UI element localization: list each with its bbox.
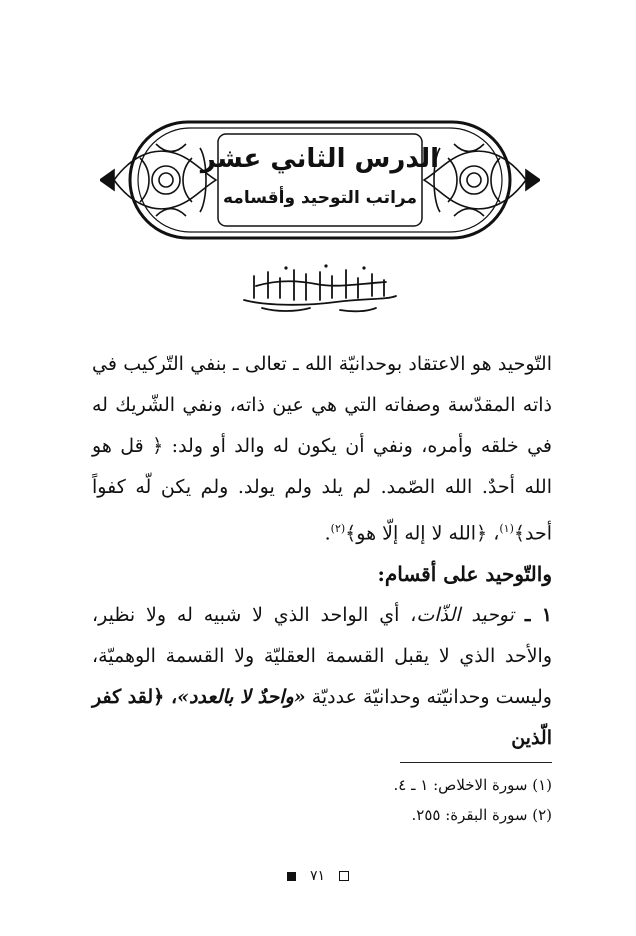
definition-paragraph [92, 344, 552, 554]
footnote-2: (٢) سورة البقرة: ٢٥٥. [411, 806, 552, 824]
empty-square-icon [339, 871, 349, 881]
footnote-divider [400, 762, 552, 763]
ornamental-frame [100, 118, 540, 242]
list-item-1 [92, 595, 552, 759]
section-heading: والتّوحيد على أقسام: [377, 562, 552, 587]
lesson-body [92, 344, 552, 759]
footnote-ref-2[interactable]: (٢) [330, 522, 346, 535]
lesson-subtitle: مراتب التوحيد وأقسامه [222, 188, 417, 208]
definition-text-cont: ، ﴿الله لا إله إلّا هو﴾ [345, 522, 500, 545]
lesson-title: الدرس الثاني عشر [200, 144, 440, 174]
footnote-ref-1[interactable]: (١) [499, 522, 514, 535]
definition-text: التّوحيد هو الاعتقاد بوحدانيّة الله ـ تعالى ـ بنفي التّركيب في ذاته المقدّسة وصفاته التي هي عين ذاته، ونفي الشّريك له في خلقه وأمره، ونفي أن يكون له والد أو ولد: ﴿ قل هو الله أحدٌ. الله الصّمد. لم يلد ولم يولد. ولم يكن لّه كفواً أحد﴾ [92, 353, 552, 545]
page-number: ٧١ [309, 868, 326, 884]
title-cartouche [100, 118, 540, 242]
item-term: توحيد الذّات [416, 604, 514, 627]
item-quote: «واحدٌ لا بالعدد» [177, 686, 306, 709]
footnote-1: (١) سورة الاخلاص: ١ ـ ٤. [393, 776, 552, 794]
page-number-row [0, 868, 636, 884]
item-tail: ، ﴿لقد كفر الّذين [92, 686, 552, 750]
item-text: ، أي الواحد الذي لا شبيه له ولا نظير، والأحد الذي لا يقبل القسمة العقليّة ولا القسمة الوهميّة، وليست وحدانيّته وحدانيّة عدديّة [92, 604, 552, 709]
footnotes [300, 770, 552, 830]
definition-text-end: . [324, 522, 331, 545]
basmala-calligraphy [236, 262, 402, 314]
item-number: ١ ـ [524, 604, 553, 627]
basmala-ornament [236, 262, 402, 314]
filled-square-icon [287, 872, 296, 881]
